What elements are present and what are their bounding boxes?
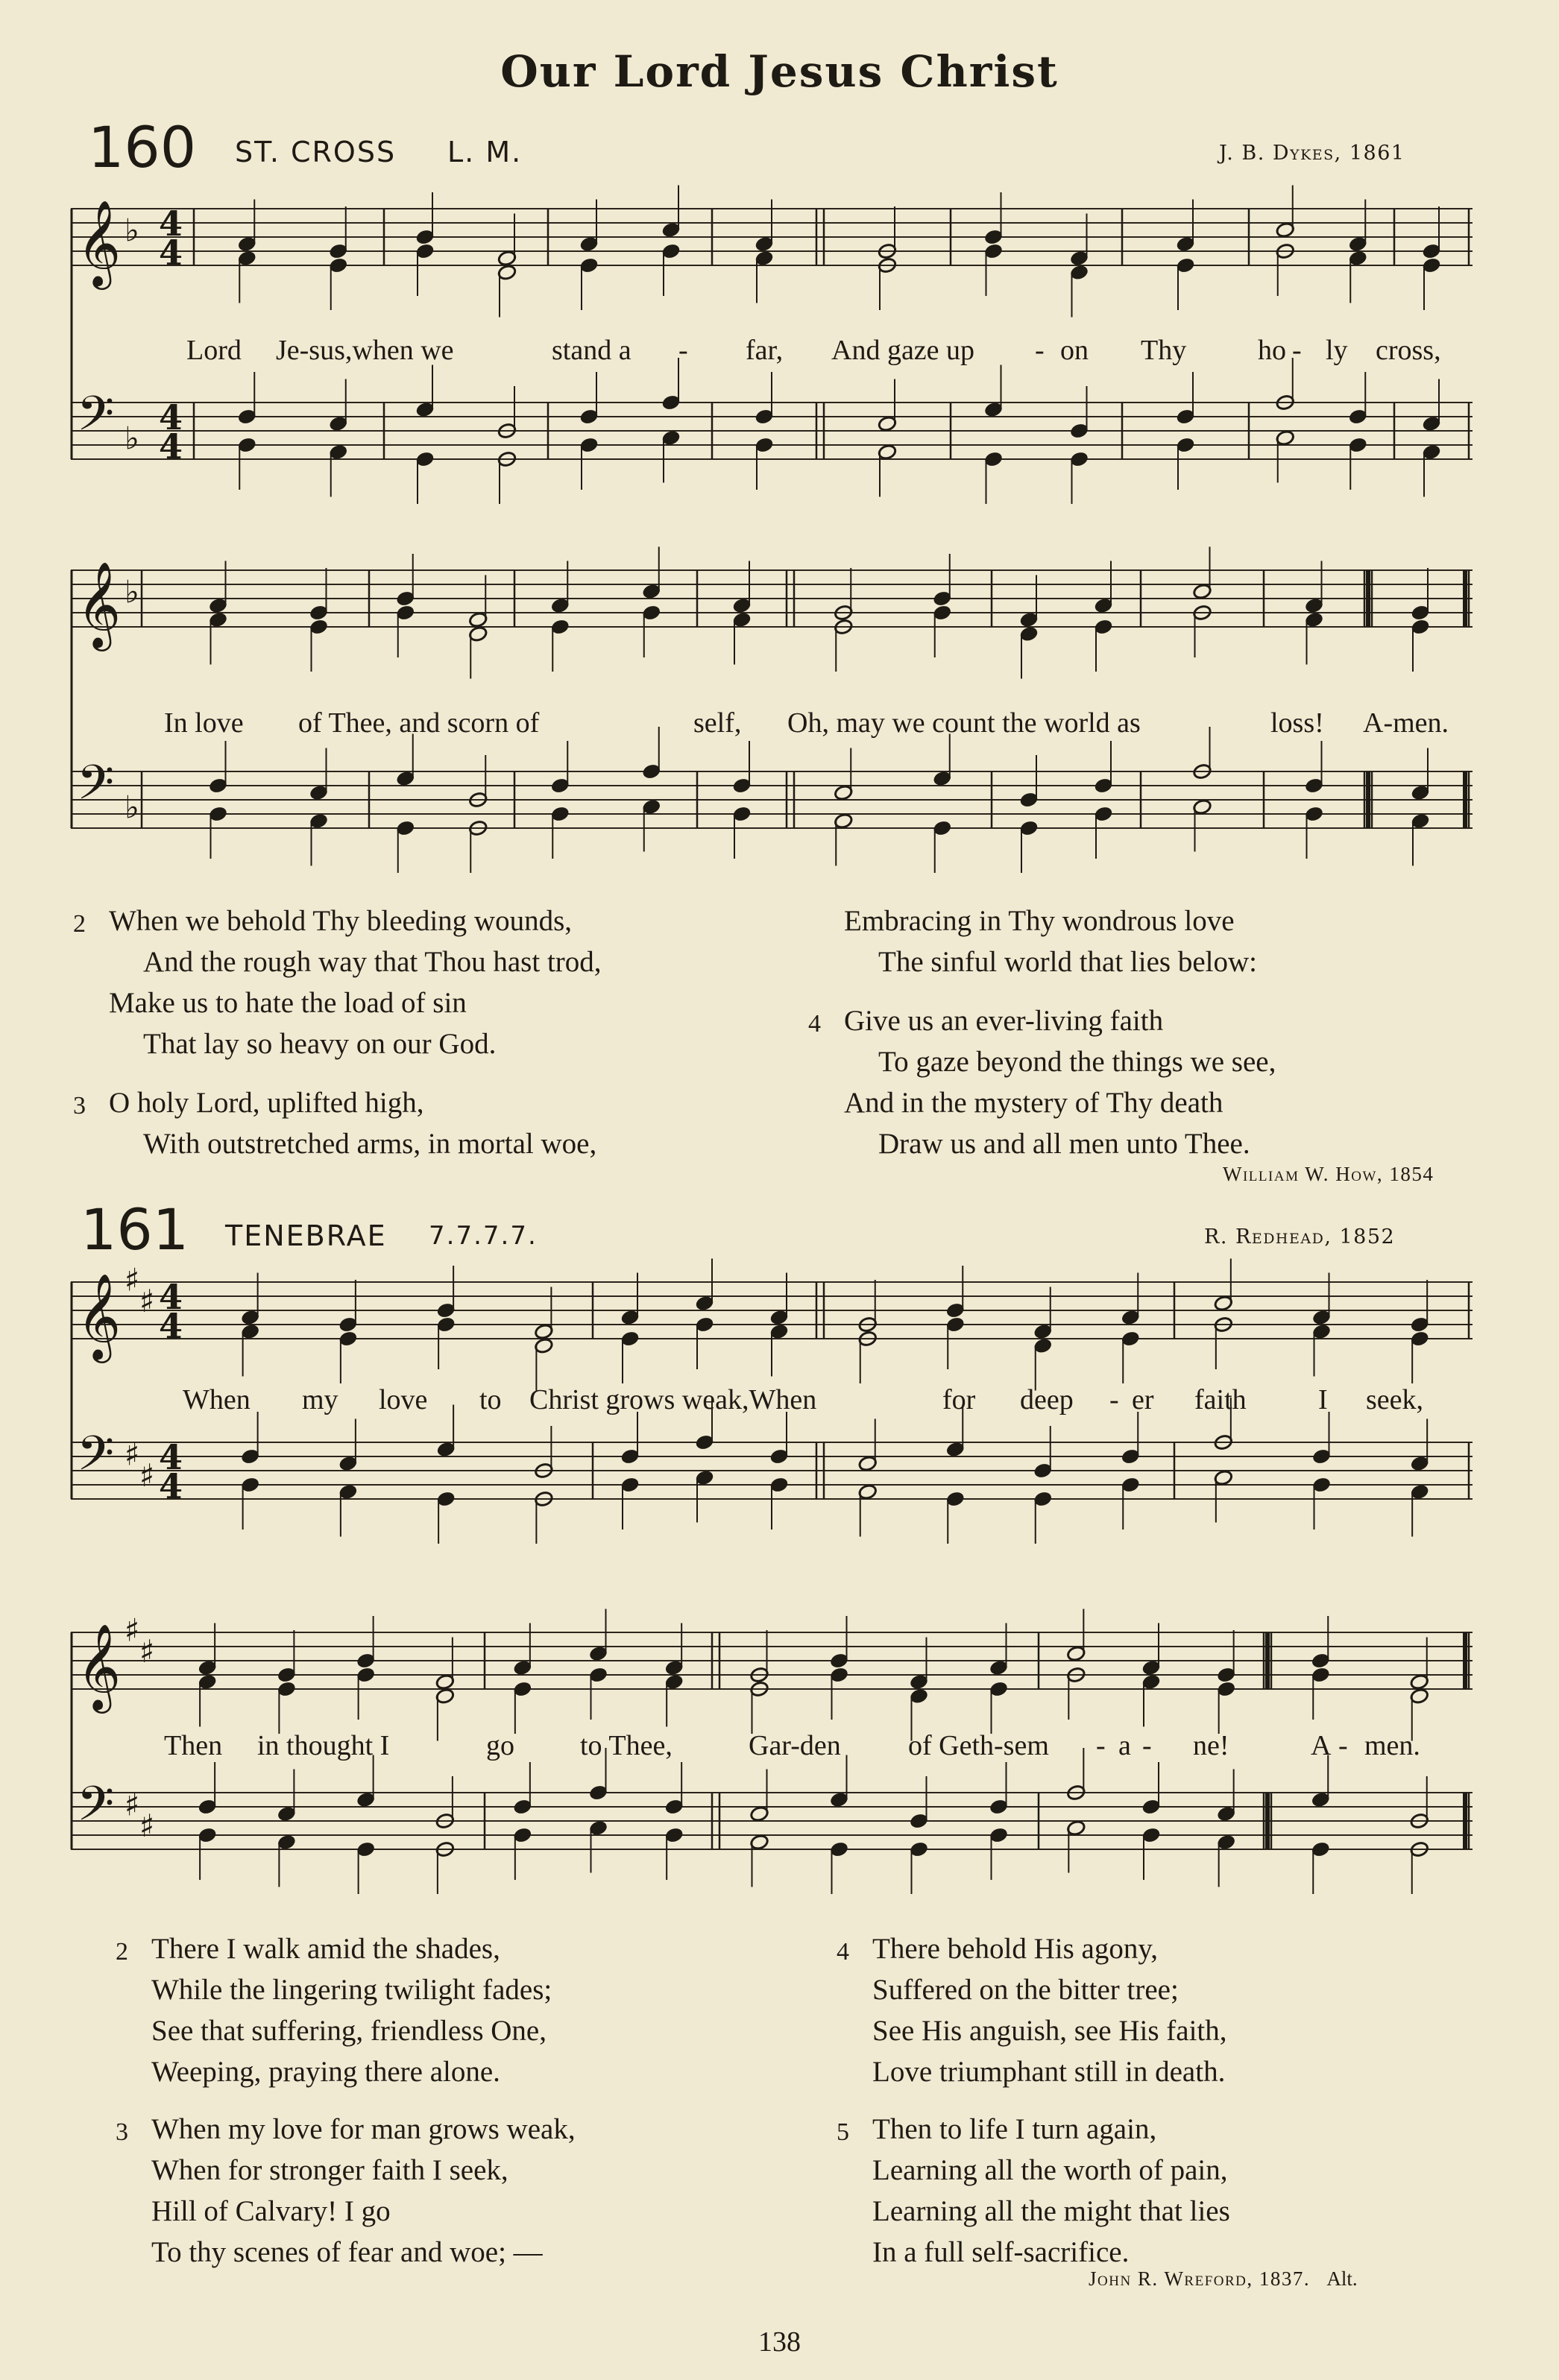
lyric-syllable: - xyxy=(1035,335,1045,366)
final-bar xyxy=(1463,1632,1467,1689)
flat-icon: ♭ xyxy=(125,789,139,826)
final-bar xyxy=(1366,771,1370,828)
stanza xyxy=(116,1928,552,2092)
meter: L. M. xyxy=(447,136,523,168)
lyric-syllable: in thought I xyxy=(257,1730,390,1761)
lyric-syllable: Gar-den xyxy=(749,1730,841,1761)
lyric-syllable: A xyxy=(1311,1730,1332,1761)
treble-clef-icon: 𝄞 xyxy=(77,1272,122,1360)
lyric-syllable: my xyxy=(302,1384,338,1415)
lyric-syllable: seek, xyxy=(1366,1384,1424,1415)
stanza-line: And the rough way that Thou hast trod, xyxy=(143,946,602,978)
stanza-line: While the lingering twilight fades; xyxy=(151,1974,552,2006)
time-signature-bottom: 4 xyxy=(159,1466,183,1507)
page-number: 138 xyxy=(758,2326,801,2358)
tune-name: TENEBRAE xyxy=(225,1219,387,1252)
music-system xyxy=(71,1612,1487,1945)
lyric-syllable: And gaze up xyxy=(831,335,975,366)
lyric-syllable: Then xyxy=(164,1730,223,1761)
stanza xyxy=(116,2109,576,2273)
lyric-syllable: to Thee, xyxy=(580,1730,673,1761)
hymn-number: 161 xyxy=(81,1196,189,1263)
sharp-icon: ♯ xyxy=(139,1807,155,1844)
lyric-syllable: cross, xyxy=(1376,335,1441,366)
lyric-syllable: to xyxy=(479,1384,502,1415)
treble-clef-icon: 𝄞 xyxy=(77,1622,122,1710)
stanza-line: To gaze beyond the things we see, xyxy=(878,1046,1276,1078)
bass-clef-icon: 𝄢 xyxy=(77,386,115,454)
bass-clef-icon: 𝄢 xyxy=(77,1426,115,1494)
lyric-syllable: far, xyxy=(746,335,784,366)
bass-clef-icon: 𝄢 xyxy=(77,755,115,823)
stanza-line: And in the mystery of Thy death xyxy=(844,1087,1223,1119)
lyric-syllable: on xyxy=(1060,335,1089,366)
lyric-syllable: ly xyxy=(1326,335,1348,366)
stanza-line: There behold His agony, xyxy=(872,1933,1159,1965)
lyric-syllable: - xyxy=(1142,1730,1152,1761)
stanza xyxy=(73,1082,597,1164)
lyric-syllable: loss! xyxy=(1270,707,1324,739)
lyric-syllable: Je-sus,when we xyxy=(276,335,454,366)
stanza xyxy=(844,900,1257,982)
stanza-line: The sinful world that lies below: xyxy=(878,946,1257,978)
tune-name: ST. CROSS xyxy=(235,136,397,168)
time-signature-bottom: 4 xyxy=(159,233,183,274)
stanza-line: Learning all the might that lies xyxy=(872,2195,1230,2227)
lyric-syllable: deep xyxy=(1020,1384,1074,1415)
stanza xyxy=(837,1928,1227,2092)
lyric-syllable: a xyxy=(1118,1730,1131,1761)
flat-icon: ♭ xyxy=(125,420,139,457)
author-credit: William W. How, 1854 xyxy=(1223,1163,1434,1185)
lyric-syllable: In love xyxy=(164,707,244,739)
time-signature-top: 4 xyxy=(159,1277,183,1318)
stanza-number: 2 xyxy=(116,1938,128,1966)
hymn-number: 160 xyxy=(88,114,197,180)
final-bar xyxy=(1366,570,1370,627)
stanza-number: 3 xyxy=(116,2118,128,2146)
music-staff-system xyxy=(71,1612,1487,1945)
final-bar xyxy=(1463,771,1467,828)
stanza-line: When we behold Thy bleeding wounds, xyxy=(109,905,572,937)
stanza-number: 4 xyxy=(837,1938,849,1966)
final-bar xyxy=(1463,1793,1467,1849)
lyric-syllable: stand a xyxy=(552,335,632,366)
time-signature-top: 4 xyxy=(159,397,183,438)
sharp-icon: ♯ xyxy=(139,1282,155,1319)
time-signature-bottom: 4 xyxy=(159,426,183,467)
treble-staff xyxy=(71,1612,1473,1713)
lyric-syllable: of Thee, and scorn of xyxy=(298,707,540,739)
lyric-syllable: I xyxy=(1318,1384,1328,1415)
stanza-number: 4 xyxy=(808,1010,821,1038)
stanza-number: 2 xyxy=(73,910,86,938)
time-signature-top: 4 xyxy=(159,203,183,244)
stanza-line: When my love for man grows weak, xyxy=(151,2113,576,2145)
lyric-syllable: Christ grows weak,When xyxy=(529,1384,817,1415)
lyric-syllable: - xyxy=(1109,1384,1119,1415)
stanza-line: That lay so heavy on our God. xyxy=(143,1028,497,1060)
bass-staff xyxy=(71,755,1473,828)
sharp-icon: ♯ xyxy=(125,1436,140,1473)
composer: R. Redhead, 1852 xyxy=(1204,1225,1396,1249)
sharp-icon: ♯ xyxy=(125,1261,140,1298)
author-credit xyxy=(1089,2267,1358,2291)
music-staff-system xyxy=(71,1261,1487,1599)
lyric-syllable: self, xyxy=(693,707,742,739)
music-system xyxy=(71,1261,1487,1599)
composer: J. B. Dykes, 1861 xyxy=(1219,142,1405,165)
stanza xyxy=(837,2109,1230,2273)
meter: 7.7.7.7. xyxy=(429,1221,538,1251)
stanza-line: Hill of Calvary! I go xyxy=(151,2195,391,2227)
lyric-syllable: - xyxy=(1292,335,1302,366)
stanza-line: To thy scenes of fear and woe; — xyxy=(151,2236,543,2268)
stanza xyxy=(808,1000,1276,1164)
stanza-line: There I walk amid the shades, xyxy=(151,1933,500,1965)
author-note: Alt. xyxy=(1326,2267,1358,2290)
stanza-number: 3 xyxy=(73,1092,86,1120)
treble-staff xyxy=(71,561,1473,651)
stanza-line: With outstretched arms, in mortal woe, xyxy=(143,1128,597,1160)
stanza-line: Draw us and all men unto Thee. xyxy=(878,1128,1250,1160)
stanza-line: Weeping, praying there alone. xyxy=(151,2056,500,2088)
lyric-syllable: for xyxy=(942,1384,976,1415)
stanza-line: Give us an ever-living faith xyxy=(844,1005,1164,1037)
lyric-syllable: When xyxy=(183,1384,251,1415)
stanza-line: See His anguish, see His faith, xyxy=(872,2015,1227,2047)
lyric-syllable: - xyxy=(1096,1730,1106,1761)
final-bar xyxy=(1265,1632,1270,1689)
stanza-line: Learning all the worth of pain, xyxy=(872,2154,1228,2186)
lyric-syllable: of Geth-sem xyxy=(908,1730,1049,1761)
stanza-line: Suffered on the bitter tree; xyxy=(872,1974,1179,2006)
flat-icon: ♭ xyxy=(125,212,139,249)
time-signature-bottom: 4 xyxy=(159,1306,183,1347)
flat-icon: ♭ xyxy=(125,573,139,610)
sharp-icon: ♯ xyxy=(139,1456,155,1494)
final-bar xyxy=(1463,570,1467,627)
lyric-syllable: Thy xyxy=(1141,335,1187,366)
bass-clef-icon: 𝄢 xyxy=(77,1776,115,1844)
page-title: Our Lord Jesus Christ xyxy=(500,46,1059,97)
stanza xyxy=(73,900,602,1064)
lyric-syllable: go xyxy=(486,1730,514,1761)
lyric-syllable: - xyxy=(678,335,688,366)
stanza-line: Love triumphant still in death. xyxy=(872,2056,1226,2088)
stanza-line: See that suffering, friendless One, xyxy=(151,2015,547,2047)
author-name: John R. Wreford, 1837. xyxy=(1089,2267,1311,2290)
lyric-syllable: men. xyxy=(1364,1730,1420,1761)
treble-clef-icon: 𝄞 xyxy=(77,198,122,286)
lyric-syllable: er xyxy=(1132,1384,1154,1415)
treble-clef-icon: 𝄞 xyxy=(77,560,122,648)
stanza-line: O holy Lord, uplifted high, xyxy=(109,1087,424,1119)
stanza-line: In a full self-sacrifice. xyxy=(872,2236,1130,2268)
stanza-line: Then to life I turn again, xyxy=(872,2113,1157,2145)
stanza-number: 5 xyxy=(837,2118,849,2146)
lyric-syllable: ne! xyxy=(1193,1730,1229,1761)
sharp-icon: ♯ xyxy=(139,1632,155,1670)
time-signature-top: 4 xyxy=(159,1437,183,1478)
lyric-syllable: faith xyxy=(1194,1384,1247,1415)
final-bar xyxy=(1265,1793,1270,1849)
lyric-syllable: Lord xyxy=(186,335,242,366)
lyric-syllable: - xyxy=(1338,1730,1348,1761)
sharp-icon: ♯ xyxy=(125,1786,140,1823)
lyric-syllable: ho xyxy=(1258,335,1286,366)
lyric-syllable: A-men. xyxy=(1363,707,1449,739)
stanza-line: Embracing in Thy wondrous love xyxy=(844,905,1235,937)
sharp-icon: ♯ xyxy=(125,1612,140,1649)
stanza-line: Make us to hate the load of sin xyxy=(109,987,467,1019)
lyric-syllable: Oh, may we count the world as xyxy=(787,707,1141,739)
stanza-line: When for stronger faith I seek, xyxy=(151,2154,508,2186)
lyric-syllable: love xyxy=(379,1384,428,1415)
